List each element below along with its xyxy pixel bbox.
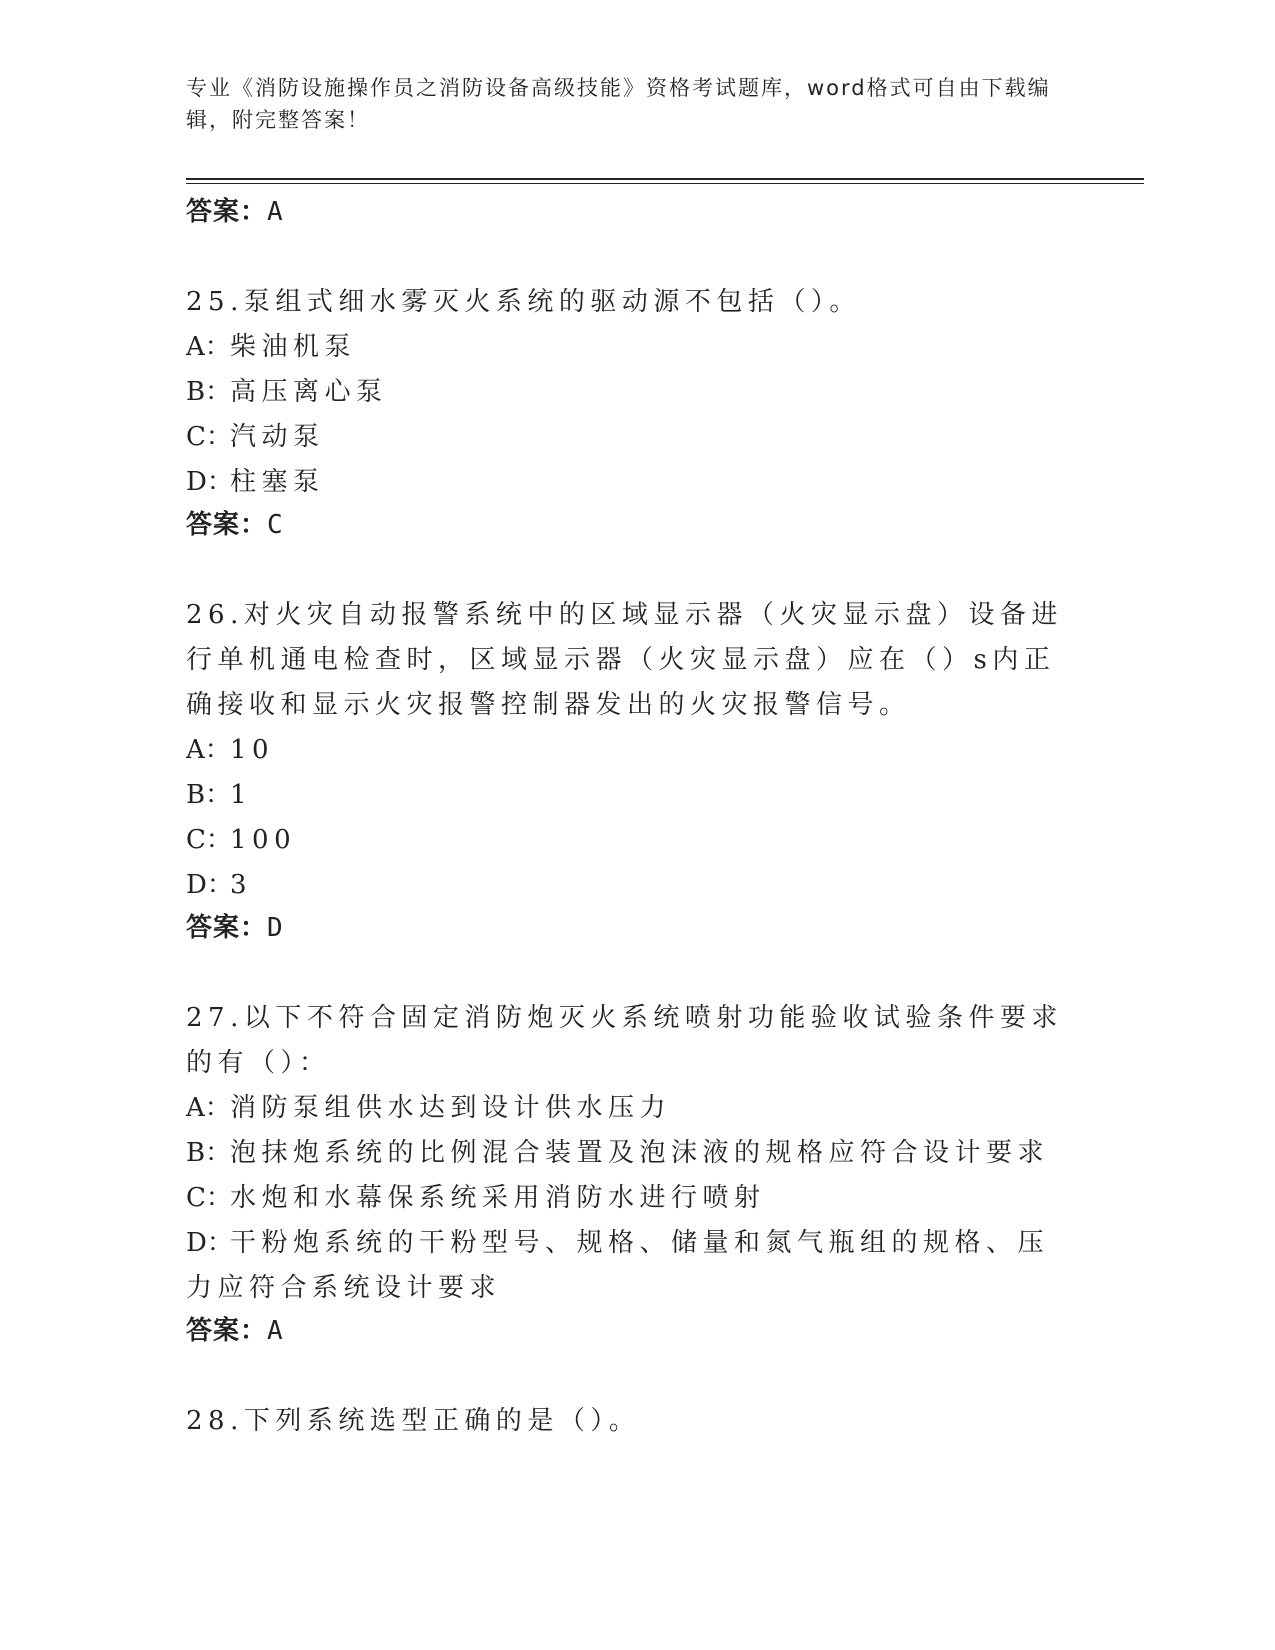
header-text: 专业《消防设施操作员之消防设备高级技能》资格考试题库，word格式可自由下载编辑，附完整答案！ — [186, 76, 1051, 132]
option-c — [186, 1176, 1086, 1221]
question-stem: 28.下列系统选型正确的是（）。 — [186, 1406, 641, 1436]
question-stem: 26.对火灾自动报警系统中的区域显示器（火灾显示盘）设备进行单机通电检查时，区域显示器（火灾显示盘）应在（）s内正确接收和显示火灾报警控制器发出的火灾报警信号。 — [186, 600, 1063, 720]
option-key: B： — [186, 1138, 232, 1168]
option-key: A： — [186, 1093, 231, 1123]
option-d — [186, 1221, 1066, 1311]
option-key: B： — [186, 377, 232, 407]
option-b — [186, 370, 1086, 415]
option-text: 干粉炮系统的干粉型号、规格、储量和氮气瓶组的规格、压力应符合系统设计要求 — [186, 1228, 1050, 1303]
answer-label: 答案： — [186, 197, 268, 227]
option-key: C： — [186, 422, 232, 452]
option-a — [186, 325, 1086, 370]
answer-value: A — [267, 1316, 284, 1346]
option-text: 泡抹炮系统的比例混合装置及泡沫液的规格应符合设计要求 — [230, 1138, 1050, 1168]
option-text: 100 — [230, 825, 297, 855]
option-text: 消防泵组供水达到设计供水压力 — [230, 1093, 672, 1123]
option-text: 柴油机泵 — [230, 332, 357, 362]
question-28 — [186, 1399, 1086, 1444]
option-text: 汽动泵 — [230, 422, 325, 452]
answer-line — [186, 192, 1086, 232]
option-key: C： — [186, 825, 232, 855]
option-a — [186, 1086, 1086, 1131]
option-a — [186, 728, 1086, 773]
option-key: B： — [186, 780, 232, 810]
answer-label: 答案： — [186, 1316, 268, 1346]
option-key: D： — [186, 870, 233, 900]
header-divider — [186, 178, 1144, 180]
question-26 — [186, 593, 1086, 948]
question-stem: 27.以下不符合固定消防炮灭火系统喷射功能验收试验条件要求的有（）： — [186, 1003, 1063, 1078]
option-key: C： — [186, 1183, 232, 1213]
answer-value: D — [267, 913, 284, 943]
answer-line — [186, 505, 1086, 545]
question-25 — [186, 280, 1086, 545]
option-text: 高压离心泵 — [230, 377, 388, 407]
document-body — [186, 192, 1086, 1444]
answer-label: 答案： — [186, 913, 268, 943]
option-text: 3 — [230, 870, 253, 900]
option-text: 柱塞泵 — [230, 467, 325, 497]
option-b — [186, 1131, 1086, 1176]
option-b — [186, 773, 1086, 818]
answer-label: 答案： — [186, 510, 268, 540]
question-stem: 25.泵组式细水雾灭火系统的驱动源不包括（）。 — [186, 287, 861, 317]
option-c — [186, 818, 1086, 863]
option-d — [186, 863, 1086, 908]
answer-line — [186, 1311, 1086, 1351]
option-text: 10 — [230, 735, 275, 765]
option-c — [186, 415, 1086, 460]
answer-value: A — [267, 197, 284, 227]
option-text: 1 — [230, 780, 253, 810]
option-key: A： — [186, 735, 231, 765]
page-header — [186, 72, 1066, 136]
option-text: 水炮和水幕保系统采用消防水进行喷射 — [230, 1183, 766, 1213]
option-key: D： — [186, 1228, 233, 1258]
answer-value: C — [267, 510, 284, 540]
option-key: D： — [186, 467, 233, 497]
question-27 — [186, 996, 1086, 1351]
answer-line — [186, 908, 1086, 948]
option-d — [186, 460, 1086, 505]
header-divider-thin — [186, 183, 1144, 184]
option-key: A： — [186, 332, 231, 362]
